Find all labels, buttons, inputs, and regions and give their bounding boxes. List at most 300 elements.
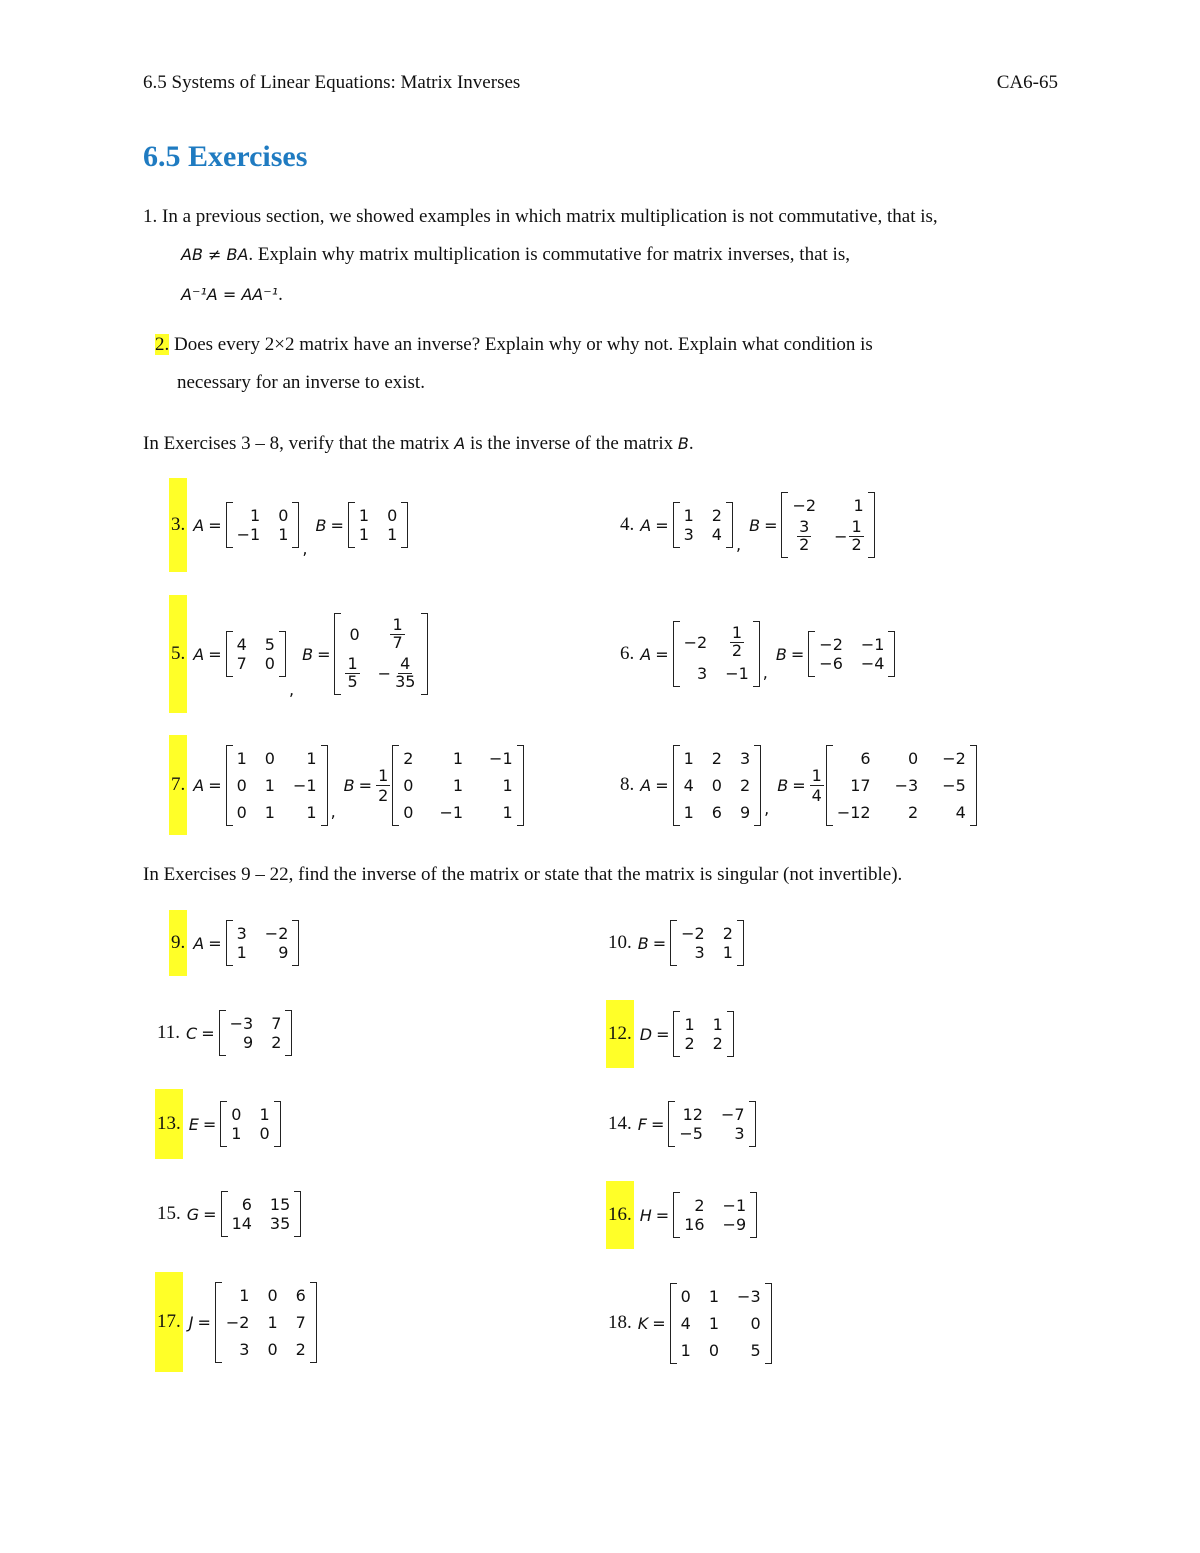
matrix-name: A [193,644,205,664]
matrix-entry: 1 [811,765,822,785]
instructions-9-22: In Exercises 9 – 22, find the inverse of the matrix or state that the matrix is singular (not invertible). [143,864,903,885]
matrix-entry: 2 [799,535,810,554]
matrix-entry: 0 [750,1313,761,1333]
left-bracket [826,745,833,826]
matrix-entry: 4 [711,525,722,544]
section-title: 6.5 Exercises [143,140,308,173]
exercise-number: 1. [143,206,158,227]
matrix-entry: 3 [697,663,708,683]
exercise-11 [157,1003,292,1063]
matrix [670,1283,772,1364]
right-bracket [868,492,875,558]
right-bracket [888,631,895,677]
equals-sign: = [202,1114,217,1134]
matrix-entry: 15 [269,1195,291,1214]
exercise-1 [143,198,938,236]
matrix-name: B [315,515,327,535]
matrix-grid [815,631,888,677]
matrix-entry: −2 [792,496,817,516]
exercise-16 [606,1181,757,1249]
matrix [348,502,408,548]
matrix-entry: −1 [292,775,317,795]
matrix-name: C [186,1023,198,1043]
comma: , [762,663,768,682]
matrix-entry: 17 [850,775,871,795]
matrix [673,621,760,687]
matrix-entry: 9 [739,802,751,822]
fraction-entry [345,656,359,691]
comma: , [764,799,770,818]
matrix-entry: −3 [737,1286,761,1306]
matrix-name: B [749,515,761,535]
matrix-entry: 2 [908,802,919,822]
exercise-2 [155,326,873,364]
matrix-entry: 3 [734,1124,745,1143]
left-bracket [673,1192,680,1238]
exercise-18 [608,1276,772,1370]
equals-sign: = [792,775,806,795]
matrix-entry: 1 [358,506,370,525]
matrix-name: B [302,644,314,664]
matrix-entry: 7 [392,633,403,653]
matrix-name: J [188,1312,194,1332]
equals-sign: = [208,933,222,953]
matrix-entry: 4 [236,635,247,654]
matrix-grid [341,613,421,694]
matrix-entry: 3 [239,1339,250,1359]
matrix-name: A [640,644,652,664]
left-bracket [221,1191,228,1237]
matrix [226,502,300,548]
matrix-entry: 1 [683,748,694,768]
matrix-entry: −1 [722,1196,747,1215]
matrix-name: D [639,1024,653,1044]
matrix-entry: 2 [271,1033,282,1052]
equals-sign: = [317,644,331,664]
matrix-entry: 4 [683,775,694,795]
matrix-entry: 2 [684,1034,695,1053]
exercise-17 [155,1272,317,1372]
instruction-text: is the inverse of the matrix [470,433,674,454]
matrix-entry: −2 [264,924,289,943]
left-bracket [226,502,233,548]
matrix-entry: 2 [711,506,722,525]
matrix [334,613,428,694]
matrix [673,1011,733,1057]
right-bracket [737,920,744,966]
scalar-fraction [810,766,824,805]
matrix-entry: 0 [231,1105,242,1124]
matrix-entry: 5 [750,1340,761,1360]
left-bracket [215,1282,222,1363]
left-bracket [673,502,680,548]
exercise-9 [169,910,299,976]
matrix-entry: 3 [236,924,247,943]
matrix-name: A [640,775,652,795]
right-bracket [726,502,733,548]
matrix-entry: 2 [403,748,414,768]
matrix [673,745,762,826]
matrix-entry: 16 [684,1215,705,1234]
matrix [781,492,874,558]
fraction-entry [378,617,418,652]
matrix-entry: −9 [722,1215,747,1234]
matrix-entry: 1 [708,1286,720,1306]
matrix-grid [233,631,279,677]
exercise-15 [157,1184,301,1244]
math-variable: B [677,434,689,453]
left-bracket [668,1101,675,1147]
matrix-entry: 1 [236,748,247,768]
matrix-entry: 1 [264,802,275,822]
right-bracket [754,745,761,826]
comma: , [330,802,336,821]
matrix-grid [233,920,293,966]
matrix-entry: 1 [392,615,403,635]
matrix [392,745,523,826]
matrix-entry: −6 [819,654,843,673]
exercise-2-line2 [177,364,425,402]
matrix-entry: 1 [851,517,862,537]
matrix-entry: 0 [908,748,919,768]
left-bracket [673,745,680,826]
equals-sign: = [358,775,373,795]
matrix-entry: 2 [712,1034,723,1053]
matrix [219,1010,293,1056]
matrix [226,745,328,826]
matrix-grid [788,492,867,558]
matrix-entry: 1 [231,1124,242,1143]
right-bracket [310,1282,317,1363]
matrix-entry: 0 [711,775,722,795]
matrix-entry: −1 [489,748,513,768]
exercise-number: 5. [169,595,187,713]
fraction-entry [849,519,863,554]
matrix-entry: 1 [731,623,743,643]
matrix-entry: 4 [811,785,822,805]
matrix-name: A [640,515,652,535]
comma: , [288,680,295,699]
matrix-entry: 1 [683,506,694,525]
matrix-entry: 9 [278,943,289,962]
matrix-entry: 2 [722,924,733,943]
matrix [808,631,895,677]
matrix-entry: −1 [860,635,885,654]
matrix-entry: 1 [502,802,513,822]
right-bracket [753,621,760,687]
matrix-entry: 1 [264,775,275,795]
fraction-entry [834,519,864,554]
matrix [220,1101,280,1147]
matrix-entry: −2 [942,748,966,768]
matrix-entry: 1 [387,525,398,544]
right-bracket [749,1101,756,1147]
matrix-entry: −3 [229,1014,254,1033]
comma: , [735,535,742,554]
punctuation: . [278,284,283,305]
equals-sign: = [656,1024,670,1044]
equals-sign: = [655,1205,670,1225]
right-bracket [292,920,299,966]
matrix [673,1192,757,1238]
matrix-name: E [188,1114,199,1134]
equals-sign: = [652,933,667,953]
matrix-entry: 2 [694,1196,705,1215]
matrix-grid [680,745,755,826]
matrix-name: F [637,1114,647,1134]
exercise-13 [155,1089,281,1159]
exercise-14 [608,1094,756,1154]
left-bracket [392,745,399,826]
matrix-entry: 1 [267,1312,278,1332]
fraction-entry [378,656,418,691]
matrix-entry: 2 [295,1339,306,1359]
exercise-10 [608,913,744,973]
matrix-entry: 0 [680,1286,691,1306]
matrix-name: A [193,933,205,953]
matrix-entry: 1 [306,802,317,822]
left-bracket [219,1010,226,1056]
page-header-title: 6.5 Systems of Linear Equations: Matrix Inverses [143,72,521,93]
exercise-number: 13. [155,1089,183,1159]
exercise-6 [620,612,895,696]
exercise-number: 15. [157,1203,181,1224]
matrix-name: A [193,515,205,535]
matrix-entry: −2 [681,924,705,943]
matrix-entry: 35 [269,1214,291,1233]
matrix-grid [680,1192,750,1238]
exercise-5 [169,595,428,713]
matrix-entry: −12 [836,802,871,822]
equals-sign: = [652,1313,666,1333]
exercise-8 [620,738,977,832]
matrix-entry: 0 [403,802,414,822]
right-bracket [765,1283,772,1364]
page-number: CA6-65 [996,72,1058,93]
left-bracket [334,613,341,694]
right-bracket [517,745,524,826]
matrix-entry: 0 [278,506,289,525]
matrix-entry: −1 [725,663,749,683]
right-bracket [401,502,408,548]
equals-sign: = [655,775,669,795]
left-bracket [348,502,355,548]
matrix-name: G [186,1204,200,1224]
math-expression: A⁻¹A = AA⁻¹ [181,285,279,304]
right-bracket [274,1101,281,1147]
equals-sign: = [208,644,222,664]
matrix-name: B [777,775,789,795]
matrix-entry: 2 [851,535,862,554]
instruction-text: In Exercises 3 – 8, verify that the matrix [143,433,450,454]
left-bracket [226,631,233,677]
matrix-name: A [193,775,205,795]
matrix-entry: 1 [708,1313,720,1333]
matrix-entry: 0 [267,1285,278,1305]
matrix-entry: 6 [241,1195,252,1214]
right-bracket [970,745,977,826]
matrix-entry: 35 [395,671,416,691]
matrix-grid [680,621,753,687]
matrix-entry: 1 [680,1340,691,1360]
fraction-entry [393,656,417,691]
equals-sign: = [330,515,344,535]
exercise-12 [606,1000,734,1068]
equals-sign: = [208,775,222,795]
matrix-name: B [775,644,787,664]
matrix-entry: 5 [347,671,358,691]
exercise-text: In a previous section, we showed examples in which matrix multiplication is not commutative, that is, [162,206,938,227]
right-bracket [727,1011,734,1057]
exercise-3 [169,478,408,572]
left-bracket [673,1011,680,1057]
matrix-entry: 1 [452,748,464,768]
matrix-entry: −2 [683,633,708,652]
matrix-entry: 1 [250,506,261,525]
equals-sign: = [650,1114,665,1134]
math-expression: AB ≠ BA [181,245,249,264]
matrix-grid [355,502,401,548]
exercise-number: 8. [620,774,635,795]
matrix-grid [226,1010,286,1056]
matrix-grid [227,1101,273,1147]
matrix-entry: −7 [720,1105,745,1124]
matrix-entry: 1 [236,943,247,962]
matrix-name: K [637,1313,649,1333]
punctuation: . [688,433,694,454]
equals-sign: = [208,515,222,535]
exercise-number: 7. [169,735,187,835]
exercise-number: 11. [157,1022,181,1043]
exercise-number: 18. [608,1312,632,1333]
matrix-entry: 1 [684,1015,695,1034]
matrix-grid [222,1282,310,1363]
matrix-entry: 1 [358,525,370,544]
matrix-entry: 0 [708,1340,720,1360]
exercise-number: 6. [620,643,635,664]
matrix-grid [228,1191,295,1237]
exercise-number: 2. [155,334,170,355]
matrix-grid [680,1011,726,1057]
matrix-entry: 7 [271,1014,282,1033]
matrix [826,745,977,826]
matrix-entry: −2 [225,1312,250,1332]
matrix-entry: 1 [347,654,358,673]
equals-sign: = [655,644,669,664]
equals-sign: = [201,1023,215,1043]
equals-sign: = [655,515,669,535]
left-bracket [226,920,233,966]
matrix-entry: 4 [680,1313,691,1333]
matrix-entry: 1 [502,775,513,795]
equals-sign: = [203,1204,217,1224]
matrix [668,1101,755,1147]
matrix-entry: 4 [955,802,966,822]
matrix-entry: 14 [231,1214,252,1233]
exercise-7 [169,735,524,835]
matrix [221,1191,302,1237]
matrix-entry: −3 [894,775,919,795]
matrix-entry: 2 [739,775,751,795]
matrix-grid [677,920,737,966]
matrix-entry: 0 [264,748,275,768]
right-bracket [292,502,299,548]
matrix-grid [833,745,970,826]
matrix-entry: 1 [853,496,864,516]
matrix-entry: 5 [264,635,275,654]
matrix-entry: 1 [239,1285,250,1305]
matrix-entry: 7 [295,1312,306,1332]
matrix-entry: 1 [306,748,317,768]
matrix-entry: 4 [400,654,411,673]
matrix-entry: −5 [942,775,966,795]
exercise-number: 9. [169,910,187,976]
scalar-fraction [376,766,390,805]
exercise-text: necessary for an inverse to exist. [177,372,425,393]
exercise-number: 3. [169,478,187,572]
exercise-4 [620,482,875,568]
matrix-entry: 0 [403,775,414,795]
equals-sign: = [764,515,778,535]
exercise-number: 4. [620,514,635,535]
exercise-number: 12. [606,1000,634,1068]
matrix-name: B [343,775,355,795]
matrix [215,1282,317,1363]
matrix-grid [675,1101,748,1147]
exercise-1-line3 [181,276,283,314]
matrix-name: B [637,933,649,953]
matrix-entry: 6 [860,748,871,768]
matrix-entry: −1 [236,525,261,544]
right-bracket [321,745,328,826]
matrix [673,502,733,548]
matrix-entry: 0 [264,654,275,673]
right-bracket [750,1192,757,1238]
matrix-entry: −1 [439,802,464,822]
matrix-entry: 1 [378,765,389,785]
matrix-entry: 12 [682,1105,703,1124]
matrix-entry: − [834,527,848,546]
matrix-entry: 1 [278,525,289,544]
matrix-entry: 9 [243,1033,254,1052]
matrix-grid [399,745,516,826]
matrix-entry: 3 [683,525,694,544]
right-bracket [279,631,286,677]
exercise-text: . Explain why matrix multiplication is commutative for matrix inverses, that is, [248,244,850,265]
matrix-entry: 1 [259,1105,270,1124]
matrix-entry: 1 [452,775,464,795]
left-bracket [673,621,680,687]
matrix-grid [677,1283,765,1364]
matrix-entry: 1 [683,802,694,822]
matrix [226,920,300,966]
matrix-entry: −2 [819,635,843,654]
matrix [226,631,286,677]
matrix-entry: 1 [722,943,733,962]
right-bracket [285,1010,292,1056]
matrix [670,920,744,966]
fraction-entry [792,519,816,554]
matrix-name: H [639,1205,652,1225]
left-bracket [670,920,677,966]
left-bracket [670,1283,677,1364]
exercise-text: Does every 2×2 matrix have an inverse? Explain why or why not. Explain what condition is [174,334,873,355]
equals-sign: = [790,644,805,664]
math-variable: A [454,434,466,453]
matrix-entry: −4 [860,654,885,673]
exercise-1-line2 [181,236,850,274]
matrix-entry: 7 [236,654,247,673]
